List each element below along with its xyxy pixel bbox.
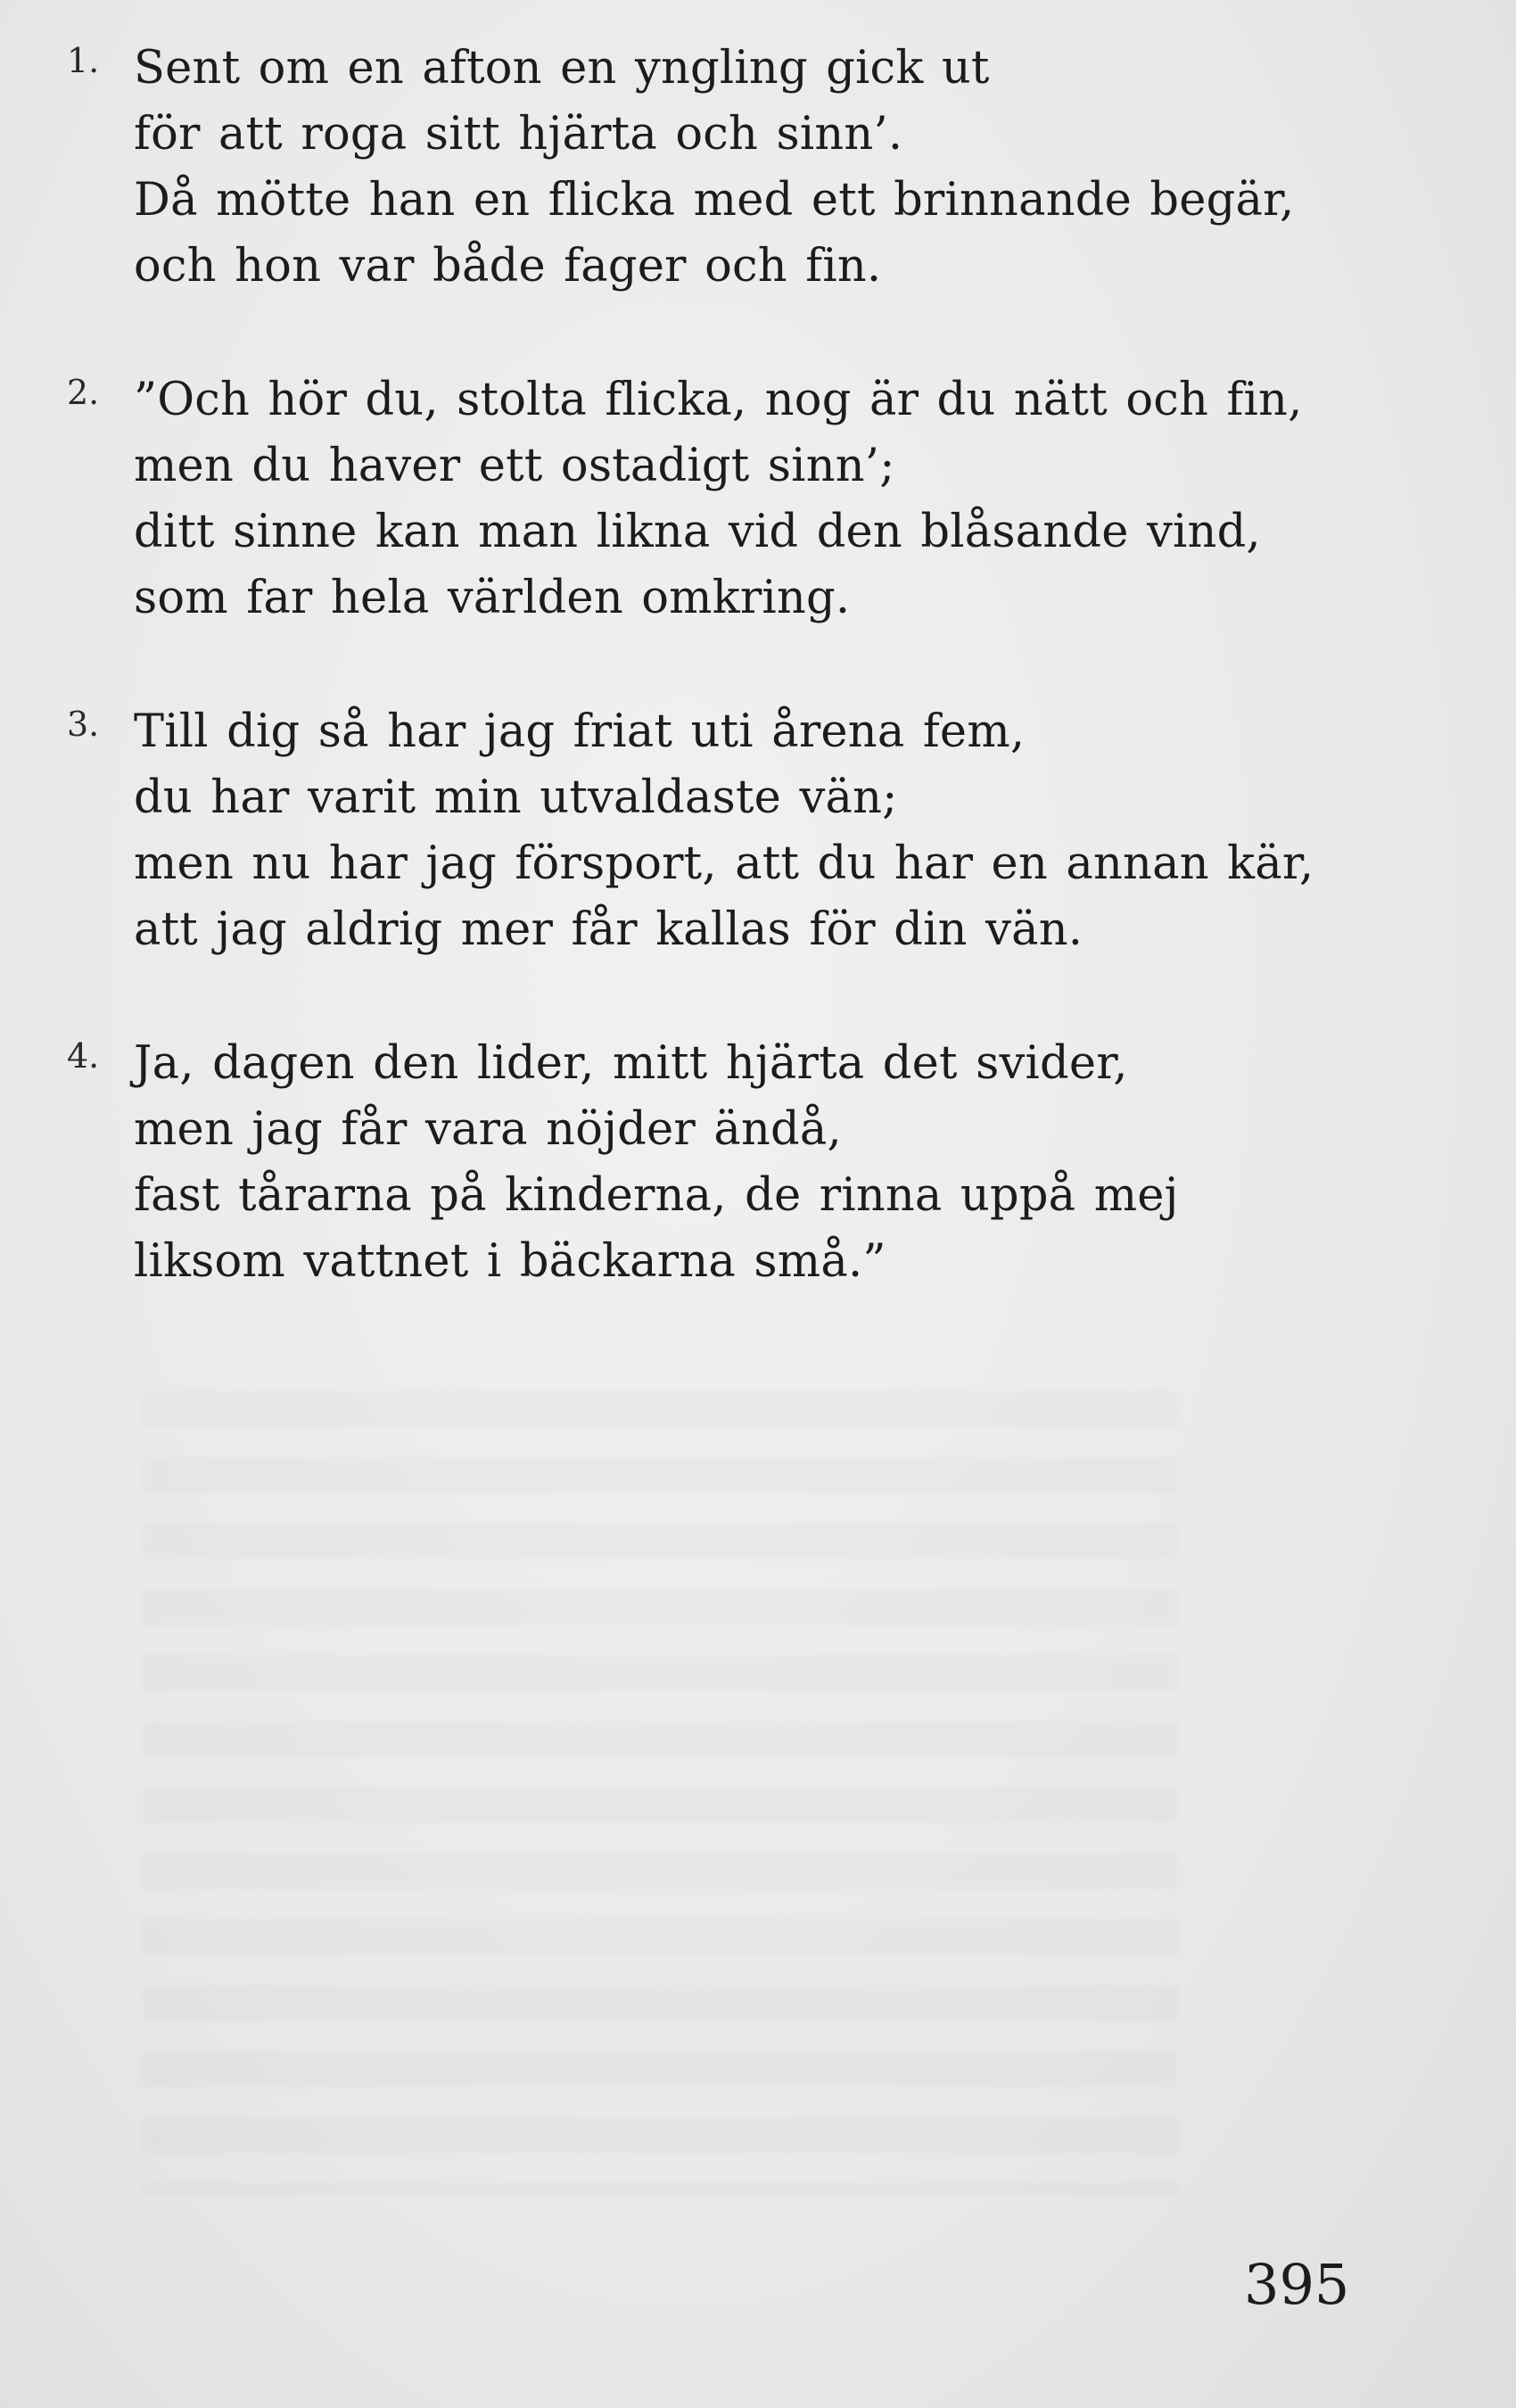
verse-line: ditt sinne kan man likna vid den blåsande vind,	[134, 506, 1261, 558]
verse-line: men jag får vara nöjder ändå,	[134, 1103, 842, 1156]
verse-line: för att roga sitt hjärta och sinn’.	[134, 108, 903, 161]
verse-line: Till dig så har jag friat uti årena fem,	[134, 705, 1026, 758]
verse-line: fast tårarna på kinderna, de rinna uppå mej	[134, 1169, 1179, 1222]
stanza-number: 1.	[67, 41, 100, 80]
verse-line: att jag aldrig mer får kallas för din vän.	[134, 903, 1083, 956]
show-through-shadow	[143, 1391, 1177, 2194]
verse-line: och hon var både fager och fin.	[134, 240, 882, 293]
stanza-number: 3.	[67, 705, 100, 744]
verse-line: Då mötte han en flicka med ett brinnande begär,	[134, 174, 1295, 227]
stanza-number: 2.	[67, 373, 100, 412]
verse-line: liksom vattnet i bäckarna små.”	[134, 1235, 886, 1288]
verse-line: ”Och hör du, stolta flicka, nog är du nätt och fin,	[134, 374, 1303, 426]
stanza-lines	[134, 36, 1294, 300]
verse-line: du har varit min utvaldaste vän;	[134, 771, 898, 824]
stanza-number: 4.	[67, 1036, 100, 1076]
verse-line: men nu har jag försport, att du har en annan kär,	[134, 837, 1314, 890]
verse-line: Sent om en afton en yngling gick ut	[134, 42, 990, 95]
stanza-lines	[134, 1031, 1179, 1295]
page-number: 395	[1244, 2252, 1350, 2317]
verse-line: men du haver ett ostadigt sinn’;	[134, 440, 895, 492]
verse-line: Ja, dagen den lider, mitt hjärta det svider,	[134, 1037, 1128, 1090]
stanza-lines	[134, 699, 1314, 963]
verse-line: som far hela världen omkring.	[134, 572, 851, 624]
stanza-lines	[134, 367, 1302, 631]
